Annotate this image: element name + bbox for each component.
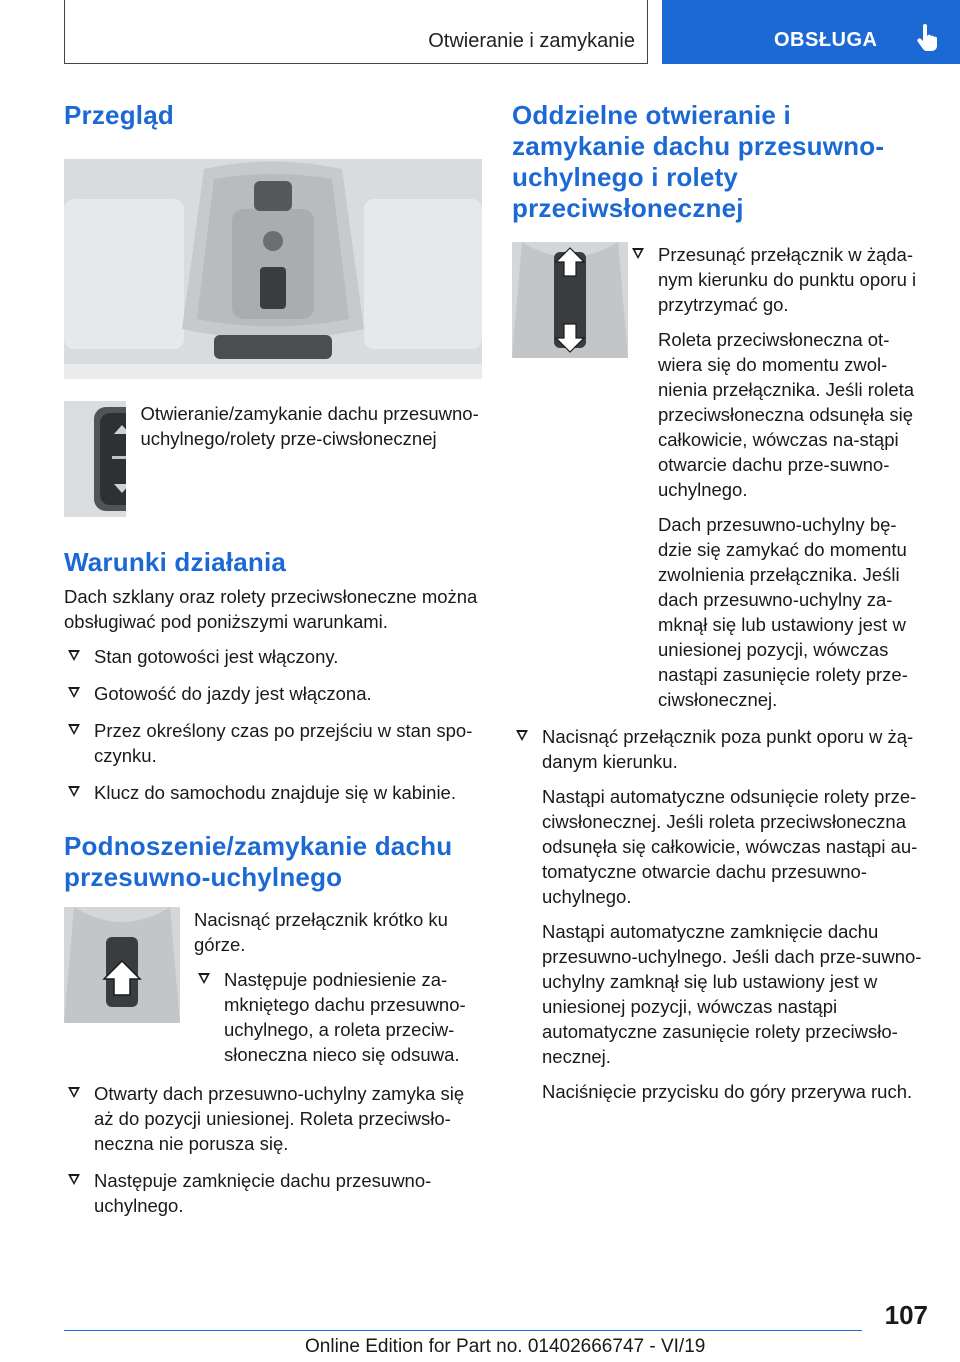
conditions-heading: Warunki działania [64,547,287,577]
switch-caption: Otwieranie/zamykanie dachu przesuwno-uchylnego/rolety prze-ciwsłonecznej [140,403,479,449]
bullet-triangle-icon [68,650,80,661]
switch-slide-photo [512,242,628,358]
footer-rule [64,1330,862,1331]
bullet-triangle-icon [198,973,210,984]
bullet-triangle-icon [632,248,644,259]
paragraph: Roleta przeciwsłoneczna ot-wiera się do momentu zwol-nienia przełącznika. Jeśli roleta przeciwsłoneczna odsunęła się całkowicie, wówczas na-stąpi otwarcie dachu prze-suwno-uchylnego. [658,329,915,500]
list-item: Stan gotowości jest włączony. [64,644,482,669]
page-number: 107 [884,1300,928,1330]
raise-intro: Nacisnąć przełącznik krótko ku górze. [194,909,448,955]
roof-console-illustration [64,159,482,379]
bullet-triangle-icon [68,1174,80,1185]
list-item: Otwarty dach przesuwno-uchylny zamyka się aż do pozycji uniesionej. Roleta przeciwsło-neczna nie porusza się. [64,1081,482,1156]
header-section-box [64,0,648,64]
paragraph: Naciśnięcie przycisku do góry przerywa ruch. [542,1081,913,1102]
list-item: Nacisnąć przełącznik poza punkt oporu w żą-danym kierunku. [512,724,930,774]
bullet-triangle-icon [68,724,80,735]
footer-edition: Online Edition for Part no. 01402666747 - VI/19 [305,1336,706,1357]
bullet-triangle-icon [68,786,80,797]
hand-pointer-icon [917,24,939,52]
paragraph: Dach przesuwno-uchylny bę-dzie się zamykać do momentu zwolnienia przełącznika. Jeśli dach przesuwno-uchylny za-mknął się lub ustawiony jest w uniesionej pozycji, wówczas nastąpi zasunięcie rolety prze-ciwsłonecznej. [658,514,908,710]
slide-figure [512,242,930,712]
paragraph: Nastąpi automatyczne zamknięcie dachu przesuwno-uchylnego. Jeśli dach prze-suwno-uchylny zamknął się lub ustawiony jest w uniesionej pozycji, wówczas nastąpi automatyczne zasunięcie rolety przeciwsło-necznej. [542,921,922,1067]
overview-heading: Przegląd [64,100,174,130]
chapter-tab-label: OBSŁUGA [774,29,878,51]
list-item: Klucz do samochodu znajduje się w kabinie. [64,780,482,805]
list-item: Przesunąć przełącznik w żąda-nym kierunku do punktu oporu i przytrzymać go. [628,242,930,317]
right-column [512,100,930,1104]
switch-closeup-photo [64,401,126,517]
bullet-triangle-icon [516,730,528,741]
switch-push-up-photo [64,907,180,1023]
section-title: Otwieranie i zamykanie [428,30,635,52]
raise-figure [64,907,482,1067]
paragraph: Nastąpi automatyczne odsunięcie rolety prze-ciwsłonecznej. Jeśli roleta przeciwsłoneczna odsunęła się całkowicie, wówczas nastąpi au-tomatyczne otwarcie dachu przesuwno-uchylnego. [542,786,918,907]
list-item: Następuje zamknięcie dachu przesuwno-uchylnego. [64,1168,482,1218]
list-item: Przez określony czas po przejściu w stan spo-czynku. [64,718,482,768]
chapter-tab [662,0,960,64]
bullet-triangle-icon [68,1087,80,1098]
switch-figure [64,401,482,517]
raise-heading: Podnoszenie/zamykanie dachu przesuwno-uchylnego [64,831,453,892]
roof-console-photo [64,159,482,379]
separate-operation-heading: Oddzielne otwieranie i zamykanie dachu przesuwno-uchylnego i rolety przeciwsłonecznej [512,100,885,223]
list-item: Gotowość do jazdy jest włączona. [64,681,482,706]
conditions-intro: Dach szklany oraz rolety przeciwsłoneczne można obsługiwać pod poniższymi warunkami. [64,586,478,632]
bullet-triangle-icon [68,687,80,698]
list-item: Następuje podniesienie za-mkniętego dachu przesuwno-uchylnego, a roleta przeciw-słoneczna nieco się odsuwa. [194,967,482,1067]
left-column [64,100,482,1218]
